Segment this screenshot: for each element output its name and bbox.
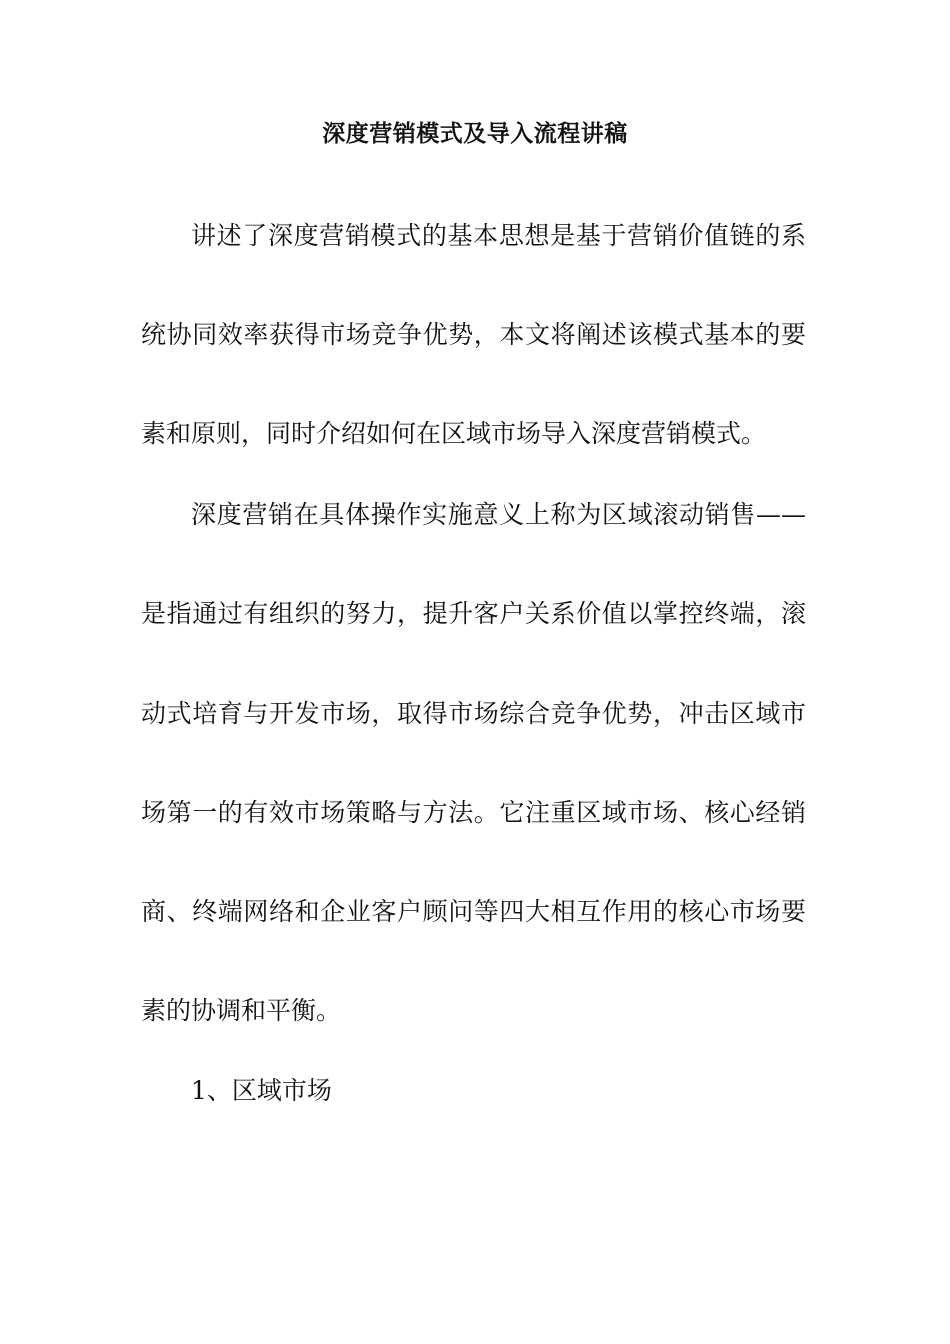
section-heading-regional-market: 1、区域市场	[191, 1076, 332, 1105]
paragraph-2-line-5: 商、终端网络和企业客户顾问等四大相互作用的核心市场要	[141, 897, 806, 926]
paragraph-2-line-3: 动式培育与开发市场，取得市场综合竞争优势，冲击区域市	[141, 699, 806, 728]
paragraph-2-line-4: 场第一的有效市场策略与方法。它注重区域市场、核心经销	[141, 798, 806, 827]
paragraph-1-line-2: 统协同效率获得市场竞争优势，本文将阐述该模式基本的要	[141, 320, 806, 349]
paragraph-1-line-3: 素和原则，同时介绍如何在区域市场导入深度营销模式。	[141, 419, 767, 448]
paragraph-2-line-1: 深度营销在具体操作实施意义上称为区域滚动销售——	[191, 500, 806, 529]
paragraph-2-line-2: 是指通过有组织的努力，提升客户关系价值以掌控终端，滚	[141, 599, 806, 628]
paragraph-2-line-6: 素的协调和平衡。	[141, 996, 342, 1025]
document-title: 深度营销模式及导入流程讲稿	[322, 120, 628, 147]
paragraph-1-line-1: 讲述了深度营销模式的基本思想是基于营销价值链的系	[191, 221, 806, 250]
